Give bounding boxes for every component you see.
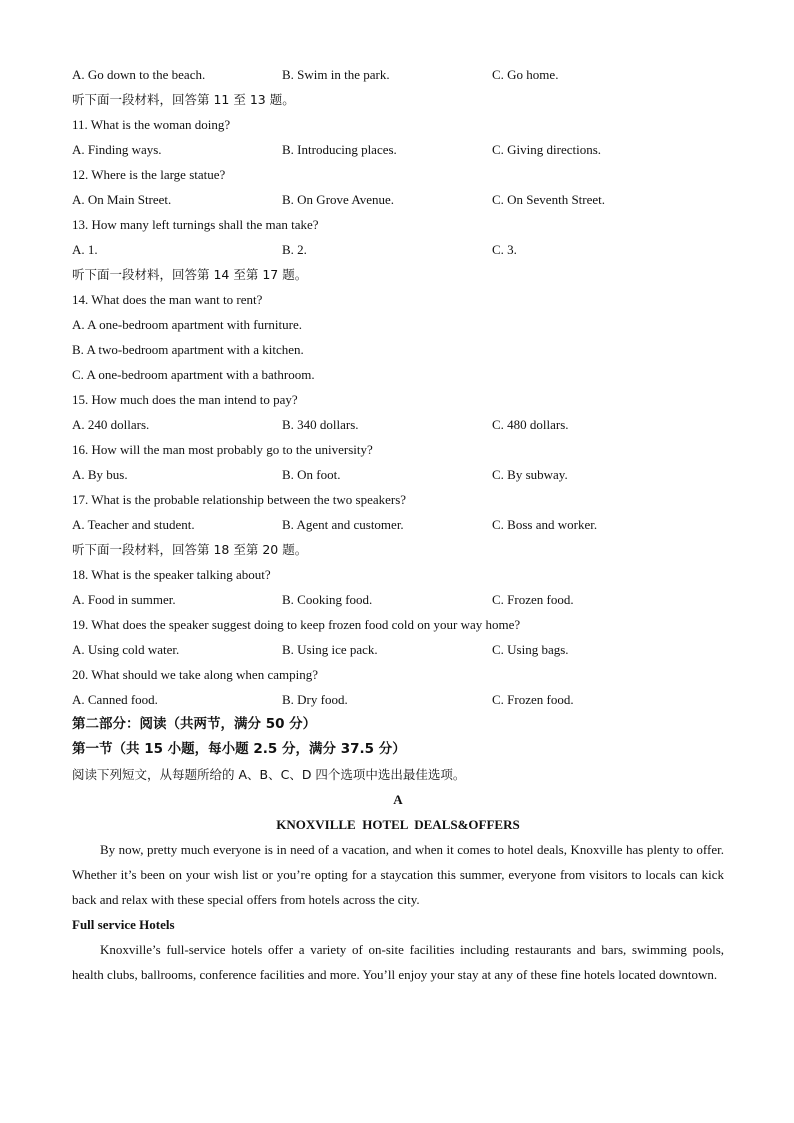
option-a: A. Canned food. [72,692,158,707]
passage-paragraph-1: By now, pretty much everyone is in need of a vacation, and when it comes to hotel deals, Knoxville has plenty to offer. Whether it’s been on your wish list or you’re opting for a staycation this summer, everyone from visitors to locals can kick back and relax with these special offers from hotels across the city. [72,842,724,907]
question-text: 15. How much does the man intend to pay? [72,392,298,407]
option-c: C. Boss and worker. [492,517,598,532]
option-a: A. By bus. [72,467,128,482]
option-c: C. Go home. [492,67,559,82]
option-c: C. Frozen food. [492,692,574,707]
question-text: B. A two-bedroom apartment with a kitchen. [72,342,304,357]
question-text: 16. How will the man most probably go to the university? [72,442,373,457]
reading-instructions: 阅读下列短文，从每题所给的 A、B、C、D 四个选项中选出最佳选项。 [72,767,466,782]
question-text: 17. What is the probable relationship between the two speakers? [72,492,407,507]
option-c: C. Using bags. [492,642,569,657]
part2-heading: 第二部分：阅读（共两节，满分 50 分） [72,716,317,732]
option-c: C. On Seventh Street. [492,192,606,207]
option-row [72,587,724,612]
option-row [72,687,724,712]
question-text: 13. How many left turnings shall the man take? [72,217,319,232]
option-row [72,462,724,487]
question-text: 20. What should we take along when camping? [72,667,318,682]
option-b: B. Cooking food. [282,592,373,607]
listening-section [72,87,724,712]
option-b: B. Using ice pack. [282,642,378,657]
option-c: C. Giving directions. [492,142,602,157]
option-b: B. Agent and customer. [282,517,404,532]
question-text: 18. What is the speaker talking about? [72,567,271,582]
option-row-top [72,62,724,87]
option-row [72,187,724,212]
option-row [72,512,724,537]
option-b: B. Swim in the park. [282,67,390,82]
exam-page [72,62,724,987]
question-text: 14. What does the man want to rent? [72,292,263,307]
option-a: A. Go down to the beach. [72,67,206,82]
question-text: 11. What is the woman doing? [72,117,231,132]
option-a: A. Food in summer. [72,592,176,607]
option-a: A. Using cold water. [72,642,180,657]
option-a: A. 1. [72,242,98,257]
option-c: C. 3. [492,242,517,257]
option-b: B. Dry food. [282,692,348,707]
option-a: A. 240 dollars. [72,417,150,432]
question-text: C. A one-bedroom apartment with a bathroom. [72,367,315,382]
option-b: B. 2. [282,242,307,257]
option-row [72,412,724,437]
section-instruction: 听下面一段材料，回答第 11 至 13 题。 [72,92,295,107]
option-row [72,137,724,162]
option-b: B. Introducing places. [282,142,397,157]
option-a: A. On Main Street. [72,192,172,207]
question-text: 19. What does the speaker suggest doing to keep frozen food cold on your way home? [72,617,521,632]
option-c: C. Frozen food. [492,592,574,607]
option-a: A. Teacher and student. [72,517,195,532]
passage-letter: A [393,792,403,807]
option-c: C. By subway. [492,467,568,482]
option-b: B. On foot. [282,467,341,482]
passage-paragraph-2: Knoxville’s full-service hotels offer a variety of on-site facilities including restaurants and bars, swimming pools, health clubs, ballrooms, conference facilities and more. You’ll enjoy your stay at any of these fine hotels located downtown. [72,942,724,982]
option-b: B. 340 dollars. [282,417,359,432]
option-row [72,637,724,662]
section1-heading: 第一节（共 15 小题，每小题 2.5 分，满分 37.5 分） [72,741,406,757]
passage-subheading: Full service Hotels [72,917,175,932]
option-a: A. Finding ways. [72,142,162,157]
option-b: B. On Grove Avenue. [282,192,395,207]
section-instruction: 听下面一段材料，回答第 14 至第 17 题。 [72,267,308,282]
section-instruction: 听下面一段材料，回答第 18 至第 20 题。 [72,542,308,557]
option-c: C. 480 dollars. [492,417,569,432]
question-text: 12. Where is the large statue? [72,167,226,182]
question-text: A. A one-bedroom apartment with furniture. [72,317,302,332]
passage-title: KNOXVILLE HOTEL DEALS&OFFERS [276,817,520,832]
option-row [72,237,724,262]
